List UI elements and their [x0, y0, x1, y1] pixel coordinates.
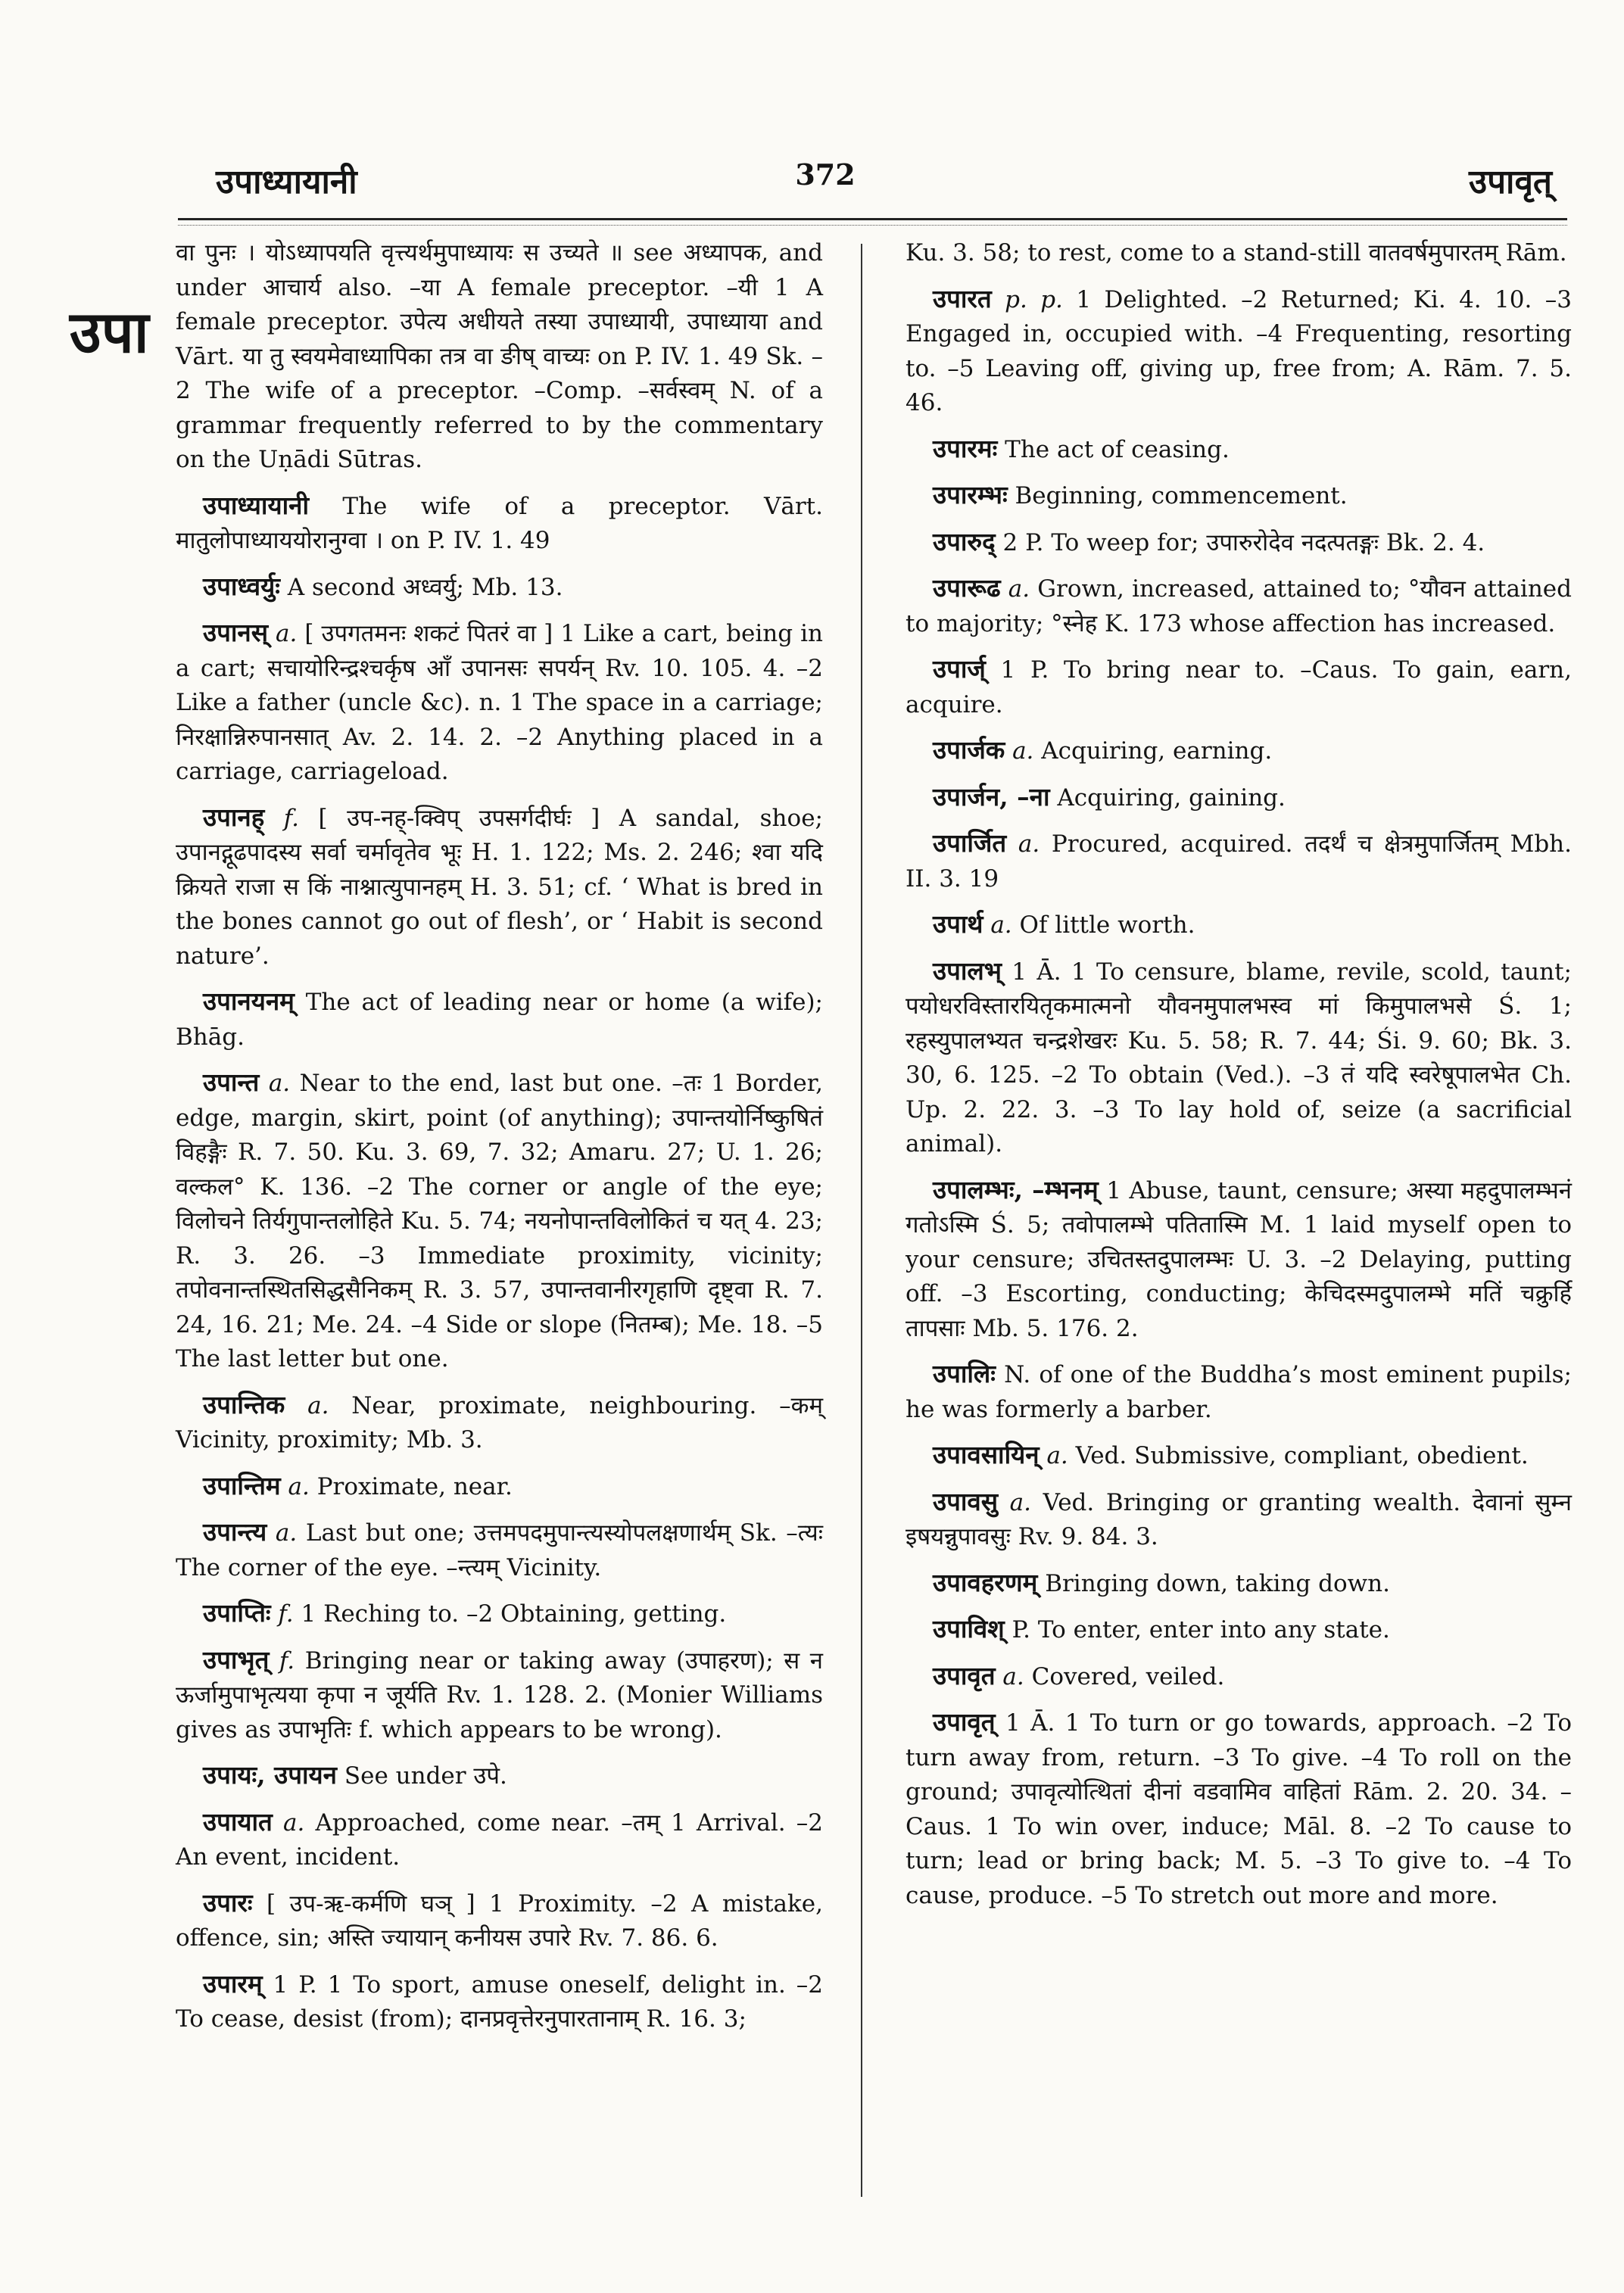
dictionary-entry	[906, 1612, 1572, 1648]
dictionary-entry	[906, 282, 1572, 421]
entry-headword: उपानयनम्	[203, 986, 295, 1016]
entry-definition: [ उपगतमनः शकटं पितरं वा ] 1 Like a cart, being in a cart; सचायोरिन्द्रश्चर्कृष आँ उपानसः सपर्यन् Rv. 10. 105. 4. –2 Like a father (uncle &c). n. 1 The space in a carriage; निरक्षान्निरुपानसात् Av. 2. 14. 2. –2 Anything placed in a carriage, carriageload.	[176, 620, 823, 785]
entry-headword: उपाध्वर्युः	[203, 571, 280, 601]
dictionary-entry	[906, 1485, 1572, 1555]
left-column	[176, 236, 823, 2048]
entry-definition: Procured, acquired. तदर्थं च क्षेत्रमुपार्जितम् Mbh. II. 3. 19	[906, 830, 1572, 893]
entry-grammar: f.	[278, 1600, 294, 1628]
dictionary-entry	[176, 569, 823, 606]
entry-headword: उपार्ज्	[933, 654, 986, 684]
header-rule	[178, 218, 1567, 220]
entry-definition: N. of one of the Buddha’s most eminent pupils; he was formerly a barber.	[906, 1361, 1572, 1423]
entry-definition: Acquiring, gaining.	[1057, 784, 1286, 812]
entry-definition: Proximate, near.	[316, 1472, 513, 1500]
entry-headword: उपारमः	[933, 433, 998, 463]
entry-definition: वा पुनः । योऽध्यापयति वृत्त्यर्थमुपाध्यायः स उच्यते ॥ see अध्यापक, and under आचार्य also. –या A female preceptor. –यी 1 A female preceptor. उपेत्य अधीयते तस्या उपाध्यायी, उपाध्याया and Vārt. या तु स्वयमेवाध्यापिका तत्र वा ङीष् वाच्यः on P. IV. 1. 49 Sk. –2 The wife of a preceptor. –Comp. –सर्वस्वम् N. of a grammar frequently referred to by the commentary on the Uṇādi Sūtras.	[176, 239, 823, 473]
dictionary-entry	[906, 733, 1572, 769]
entry-definition: A second अध्वर्यु; Mb. 13.	[287, 573, 563, 601]
entry-definition: 1 Reching to. –2 Obtaining, getting.	[301, 1600, 727, 1628]
entry-definition: 1 Delighted. –2 Returned; Ki. 4. 10. –3 Engaged in, occupied with. –4 Frequenting, resorting to. –5 Leaving off, giving up, free from; A. Rām. 7. 5. 46.	[906, 285, 1572, 416]
entry-headword: उपाप्तिः	[203, 1598, 271, 1628]
entry-definition: Bringing near or taking away (उपाहरण); स न ऊर्जामुपाभृत्यया कृपा न जूर्यति Rv. 1. 128. 2. (Monier Williams gives as उपाभृतिः f. which appears to be wrong).	[176, 1647, 823, 1743]
entry-headword: उपाध्यायानी	[203, 490, 310, 520]
thumb-index-mark: उपा	[70, 298, 149, 366]
dictionary-entry	[906, 525, 1572, 561]
dictionary-entry	[176, 1886, 823, 1956]
entry-definition: Beginning, commencement.	[1015, 482, 1348, 509]
entry-headword: उपालम्भः, –म्भनम्	[933, 1174, 1099, 1204]
dictionary-entry	[176, 1596, 823, 1632]
entry-headword: उपान्त्य	[203, 1517, 267, 1547]
dictionary-entry	[906, 954, 1572, 1162]
entry-grammar: a.	[288, 1472, 310, 1500]
entry-definition: The wife of a preceptor. Vārt. मातुलोपाध्याययोरानुग्वा । on P. IV. 1. 49	[176, 492, 823, 554]
entry-headword: उपावसायिन्	[933, 1440, 1040, 1469]
dictionary-entry	[176, 1469, 823, 1505]
entry-headword: उपायात	[203, 1806, 273, 1837]
page-header	[0, 0, 1624, 227]
right-column	[906, 236, 1572, 1924]
dictionary-entry	[906, 571, 1572, 641]
dictionary-entry	[906, 1438, 1572, 1474]
entry-headword: उपान्त	[203, 1067, 260, 1097]
entry-headword: उपावृत्	[933, 1707, 996, 1737]
dictionary-entry	[176, 615, 823, 790]
entry-headword: उपान्तिक	[203, 1389, 285, 1419]
entry-headword: उपार्जक	[933, 735, 1005, 765]
dictionary-entry	[176, 236, 823, 478]
entry-headword: उपालिः	[933, 1359, 996, 1388]
entry-headword: उपारत	[933, 283, 992, 313]
dictionary-entry	[906, 236, 1572, 271]
entry-grammar: f.	[283, 804, 299, 832]
entry-headword: उपार्थ	[933, 909, 983, 939]
entry-grammar: f.	[279, 1647, 295, 1675]
dictionary-entry	[906, 1566, 1572, 1602]
entry-grammar: a.	[276, 620, 298, 647]
entry-headword: उपारूढ	[933, 573, 1001, 603]
entry-grammar: a.	[283, 1809, 305, 1837]
dictionary-entry	[176, 1758, 823, 1794]
entry-definition: The act of ceasing.	[1005, 435, 1230, 463]
entry-headword: उपावसु	[933, 1486, 999, 1516]
entry-headword: उपावहरणम्	[933, 1567, 1038, 1597]
entry-definition: Ved. Submissive, compliant, obedient.	[1075, 1442, 1529, 1469]
entry-grammar: a.	[1046, 1442, 1068, 1469]
entry-definition: 1 P. To bring near to. –Caus. To gain, earn, acquire.	[906, 656, 1572, 718]
entry-headword: उपानस्	[203, 618, 268, 647]
entry-definition: Of little worth.	[1019, 911, 1195, 939]
entry-definition: Ku. 3. 58; to rest, come to a stand-still वातवर्षमुपारतम् Rām.	[906, 239, 1567, 266]
entry-grammar: a.	[268, 1070, 291, 1097]
entry-headword: उपारम्भः	[933, 480, 1008, 509]
entry-definition: 2 P. To weep for; उपारुरोदेव नदत्पतङ्गः Bk. 2. 4.	[1002, 528, 1485, 556]
entry-grammar: a.	[990, 911, 1012, 939]
dictionary-entry	[906, 1705, 1572, 1913]
entry-definition: See under उपे.	[344, 1762, 507, 1790]
entry-definition: Near, proximate, neighbouring. –कम् Vicinity, proximity; Mb. 3.	[176, 1391, 824, 1453]
entry-definition: 1 P. 1 To sport, amuse oneself, delight in. –2 To cease, desist (from); दानप्रवृत्तेरनुपारतानाम् R. 16. 3;	[176, 1971, 823, 2033]
entry-definition: [ उप-ऋ-कर्मणि घञ् ] 1 Proximity. –2 A mistake, offence, sin; अस्ति ज्यायान् कनीयस उपारे Rv. 7. 86. 6.	[176, 1890, 823, 1952]
dictionary-entry	[906, 1357, 1572, 1427]
entry-grammar: a.	[275, 1519, 298, 1547]
dictionary-entry	[176, 800, 823, 974]
header-dotted-rule	[178, 225, 1567, 226]
dictionary-entry	[906, 478, 1572, 514]
left-running-headword: उपाध्यायानी	[216, 163, 357, 201]
dictionary-entry	[906, 907, 1572, 943]
entry-headword: उपालभ्	[933, 955, 1002, 986]
entry-headword: उपानह्	[203, 802, 265, 832]
entry-definition: Grown, increased, attained to; °यौवन attained to majority; °स्नेह K. 173 whose affection has increased.	[906, 575, 1572, 637]
dictionary-entry	[176, 1515, 823, 1585]
page-number: 372	[795, 157, 856, 192]
entry-definition: P. To enter, enter into any state.	[1011, 1616, 1390, 1643]
dictionary-entry	[906, 652, 1572, 722]
entry-headword: उपावृत	[933, 1660, 996, 1690]
entry-definition: 1 Ā. 1 To censure, blame, revile, scold, taunt; पयोधरविस्तारयितृकमात्मनो यौवनमुपालभस्व मां किमुपालभसे Ś. 1; रहस्युपालभ्यत चन्द्रशेखरः Ku. 5. 58; R. 7. 44; Śi. 9. 60; Bk. 3. 30, 6. 125. –2 To obtain (Ved.). –3 तं यदि स्वरेषूपालभेत Ch. Up. 2. 22. 3. –3 To lay hold of, seize (a sacrificial animal).	[906, 958, 1573, 1157]
entry-grammar: a.	[1008, 575, 1030, 603]
entry-headword: उपारः	[203, 1887, 253, 1918]
entry-headword: उपार्जन, –ना	[933, 781, 1050, 812]
dictionary-entry	[176, 1388, 823, 1458]
dictionary-entry	[906, 1659, 1572, 1695]
entry-definition: Covered, veiled.	[1031, 1662, 1225, 1690]
entry-headword: उपारुद्	[933, 526, 996, 556]
dictionary-entry	[176, 984, 823, 1055]
entry-headword: उपारम्	[203, 1968, 263, 1999]
dictionary-entry	[176, 1643, 823, 1748]
entry-definition: 1 Ā. 1 To turn or go towards, approach. –2 To turn away from, return. –3 To give. –4 To roll on the ground; उपावृत्योत्थितां दीनां वडवामिव वाहितां Rām. 2. 20. 34. –Caus. 1 To win over, induce; Māl. 8. –2 To cause to turn; lead or bring back; M. 5. –3 To give to. –4 To cause, produce. –5 To stretch out more and more.	[906, 1709, 1572, 1909]
right-running-headword: उपावृत्	[1468, 163, 1552, 201]
entry-definition: Near to the end, last but one. –तः 1 Border, edge, margin, skirt, point (of anything); उपान्तयोर्निष्कुषितं विहङ्गैः R. 7. 50. Ku. 3. 69, 7. 32; Amaru. 27; U. 1. 26; वल्कल° K. 136. –2 The corner or angle of the eye; विलोचने तिर्यगुपान्तलोहिते Ku. 5. 74; नयनोपान्तविलोकितं च यत् 4. 23; R. 3. 26. –3 Immediate proximity, vicinity; तपोवनान्तस्थितसिद्धसैनिकम् R. 3. 57, उपान्तवानीरगृहाणि दृष्ट्वा R. 7. 24, 16. 21; Me. 24. –4 Side or slope (नितम्ब); Me. 18. –5 The last letter but one.	[176, 1070, 824, 1372]
entry-definition: Acquiring, earning.	[1041, 737, 1273, 765]
column-divider	[861, 244, 862, 2197]
entry-grammar: a.	[1009, 1488, 1032, 1516]
entry-definition: The act of leading near or home (a wife); Bhāg.	[176, 989, 823, 1051]
entry-definition: 1 Abuse, taunt, censure; अस्या महदुपालम्भनं गतोऽस्मि Ś. 5; तवोपालम्भे पतितास्मि M. 1 laid myself open to your censure; उचितस्तदुपालम्भः U. 3. –2 Delaying, putting off. –3 Escorting, conducting; केचिदस्मदुपालम्भे मतिं चक्रुर्हि तापसाः Mb. 5. 176. 2.	[906, 1176, 1572, 1342]
entry-grammar: a.	[1002, 1662, 1024, 1690]
entry-headword: उपाभृत्	[203, 1644, 270, 1675]
entry-definition: Ved. Bringing or granting wealth. देवानां सुम्न इषयन्नुपावसुः Rv. 9. 84. 3.	[906, 1488, 1572, 1550]
entry-definition: Last but one; उत्तमपदमुपान्त्यस्योपलक्षणार्थम् Sk. –त्यः The corner of the eye. –न्त्यम् Vicinity.	[176, 1519, 824, 1581]
entry-definition: Approached, come near. –तम् 1 Arrival. –2 An event, incident.	[176, 1809, 823, 1871]
entry-grammar: a.	[1018, 830, 1040, 858]
dictionary-entry	[906, 1173, 1572, 1347]
entry-headword: उपान्तिम	[203, 1470, 281, 1500]
dictionary-entry	[176, 1967, 823, 2037]
entry-definition: [ उप-नह्-क्विप् उपसर्गदीर्घः ] A sandal, shoe; उपानद्गूढपादस्य सर्वा चर्मावृतेव भूः H. 1. 122; Ms. 2. 246; श्वा यदि क्रियते राजा स किं नाश्नात्युपानहम् H. 3. 51; cf. ‘ What is bred in the bones cannot go out of flesh’, or ‘ Habit is second nature’.	[176, 804, 823, 970]
dictionary-entry	[906, 826, 1572, 896]
entry-grammar: a.	[307, 1391, 329, 1419]
entry-headword: उपाविश्	[933, 1614, 1005, 1643]
dictionary-entry	[906, 780, 1572, 816]
entry-definition: Bringing down, taking down.	[1045, 1569, 1390, 1597]
entry-grammar: p. p.	[1005, 285, 1063, 313]
dictionary-entry	[906, 431, 1572, 468]
entry-headword: उपार्जित	[933, 828, 1007, 858]
dictionary-entry	[176, 1065, 823, 1377]
dictionary-entry	[176, 1805, 823, 1875]
entry-grammar: a.	[1012, 737, 1034, 765]
entry-headword: उपायः, उपायन	[203, 1760, 337, 1790]
dictionary-entry	[176, 488, 823, 559]
